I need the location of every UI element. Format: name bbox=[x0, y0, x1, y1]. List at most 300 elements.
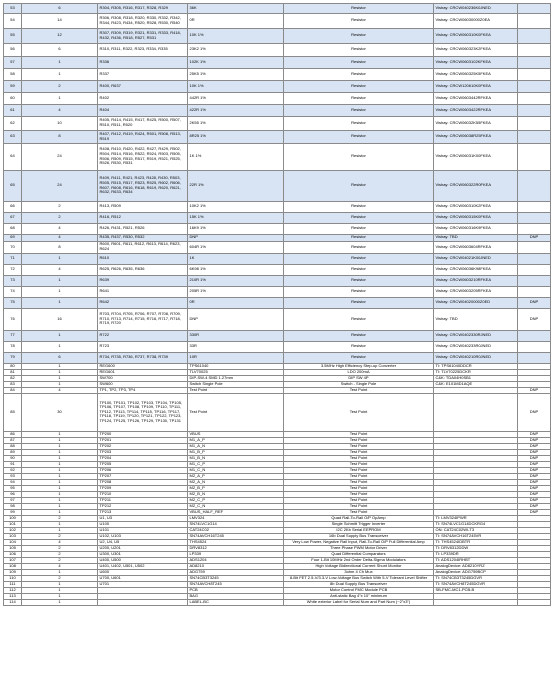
bom-reference: TP204 bbox=[98, 455, 188, 461]
bom-item-number: 88 bbox=[4, 443, 22, 449]
bom-value: 10K2 1% bbox=[188, 201, 284, 212]
bom-reference: SW600 bbox=[98, 381, 188, 387]
bom-note: DNP bbox=[518, 297, 551, 308]
bom-value: BAG bbox=[188, 593, 284, 599]
bom-note: DNP bbox=[518, 437, 551, 443]
bom-note: DNP bbox=[518, 497, 551, 503]
bom-reference: R600, R601, R611, R612, R613, R614, R623, R624 bbox=[98, 241, 188, 253]
bom-value: DNP bbox=[188, 234, 284, 241]
bom-value: 10K 1% bbox=[188, 28, 284, 43]
bom-quantity: 1 bbox=[22, 341, 98, 352]
bom-manufacturer-part: Vishay: CRCW060315K0FKEA bbox=[434, 212, 518, 223]
bom-description: Test Point bbox=[284, 461, 434, 467]
bom-item-number: 53 bbox=[4, 4, 22, 14]
bom-manufacturer-part: TI: LP339DR bbox=[434, 551, 518, 557]
table-row bbox=[4, 341, 551, 352]
bom-manufacturer-part: TI: SN74AVCH8T245DGVR bbox=[434, 581, 518, 587]
bom-value: 1K 1% bbox=[188, 143, 284, 170]
bom-item-number: 113 bbox=[4, 593, 22, 599]
bom-note: DNP bbox=[518, 467, 551, 473]
bom-description: Test Point bbox=[284, 443, 434, 449]
bom-item-number: 86 bbox=[4, 431, 22, 437]
bom-reference: R625, R626, R635, R636 bbox=[98, 264, 188, 275]
bom-description: LDO 200mA bbox=[284, 369, 434, 375]
bom-description: I2C 2Kb Serial EEPROM bbox=[284, 527, 434, 533]
bom-description: Test Point bbox=[284, 503, 434, 509]
bom-value: SN74CB3T3245 bbox=[188, 575, 284, 581]
bom-quantity: 1 bbox=[22, 297, 98, 308]
bom-note bbox=[518, 28, 551, 43]
table-row bbox=[4, 4, 551, 14]
bom-description: Test Point bbox=[284, 509, 434, 515]
bom-note bbox=[518, 4, 551, 14]
bom-quantity: 2 bbox=[22, 533, 98, 539]
bom-quantity: 4 bbox=[22, 234, 98, 241]
bom-reference: R310, R311, R322, R323, R334, R335 bbox=[98, 43, 188, 56]
bom-note bbox=[518, 275, 551, 286]
table-row bbox=[4, 330, 551, 341]
bom-note bbox=[518, 253, 551, 264]
bom-reference: REG601 bbox=[98, 369, 188, 375]
bom-manufacturer-part: SB-FMC-MC1-PCB-B bbox=[434, 587, 518, 593]
bom-quantity: 1 bbox=[22, 363, 98, 369]
bom-quantity: 6 bbox=[22, 43, 98, 56]
bom-description: Resistor bbox=[284, 341, 434, 352]
table-row bbox=[4, 13, 551, 28]
table-row bbox=[4, 80, 551, 92]
bom-reference: U401, U402, U501, U502 bbox=[98, 563, 188, 569]
bom-note bbox=[518, 68, 551, 80]
table-row bbox=[4, 104, 551, 116]
bom-value: VBUS_HALF_REF bbox=[188, 509, 284, 515]
bom-quantity: 1 bbox=[22, 369, 98, 375]
bom-quantity: 30 bbox=[22, 393, 98, 431]
bom-note bbox=[518, 201, 551, 212]
bom-description: Resistor bbox=[284, 68, 434, 80]
bom-manufacturer-part: Vishay: CRCW06036K98FKEA bbox=[434, 264, 518, 275]
bom-reference: R734, R735, R736, R737, R738, R739 bbox=[98, 352, 188, 363]
bom-description: Test Point bbox=[284, 455, 434, 461]
bom-reference: R413, R509 bbox=[98, 201, 188, 212]
bom-value: M1_A_P bbox=[188, 437, 284, 443]
table-row bbox=[4, 241, 551, 253]
bom-value: LMV324 bbox=[188, 515, 284, 521]
bom-table bbox=[3, 3, 551, 606]
bom-item-number: 93 bbox=[4, 473, 22, 479]
bom-item-number: 103 bbox=[4, 533, 22, 539]
bom-item-number: 64 bbox=[4, 143, 22, 170]
bom-description: Resistor bbox=[284, 116, 434, 130]
bom-quantity: 4 bbox=[22, 539, 98, 545]
bom-quantity: 24 bbox=[22, 143, 98, 170]
bom-note: DNP bbox=[518, 479, 551, 485]
table-row bbox=[4, 28, 551, 43]
bom-quantity: 1 bbox=[22, 509, 98, 515]
bom-note bbox=[518, 130, 551, 143]
bom-description: Resistor bbox=[284, 56, 434, 68]
bom-note: DNP bbox=[518, 431, 551, 437]
bom-value: 102K 1% bbox=[188, 56, 284, 68]
bom-note bbox=[518, 599, 551, 605]
bom-description: Resistor bbox=[284, 80, 434, 92]
bom-description: Resistor bbox=[284, 104, 434, 116]
bom-item-number: 91 bbox=[4, 461, 22, 467]
bom-manufacturer-part: Vishay: CRCW060310K2FKEA bbox=[434, 201, 518, 212]
bom-manufacturer-part: Vishay: CRCW06030000Z0EA bbox=[434, 13, 518, 28]
bom-description: Test Point bbox=[284, 485, 434, 491]
bom-description: Resistor bbox=[284, 241, 434, 253]
bom-reference: R722 bbox=[98, 330, 188, 341]
bom-reference: U400, U500 bbox=[98, 557, 188, 563]
bom-manufacturer-part: TI: ADS1204IRHBT bbox=[434, 557, 518, 563]
bom-note: DNP bbox=[518, 387, 551, 393]
bom-quantity: 2 bbox=[22, 201, 98, 212]
bom-value: VBUS bbox=[188, 431, 284, 437]
bom-manufacturer-part: TI: LMV324IPWR bbox=[434, 515, 518, 521]
bom-reference: TP1, TP2, TP3, TP4 bbox=[98, 387, 188, 393]
bom-value: ADS1204 bbox=[188, 557, 284, 563]
table-row bbox=[4, 286, 551, 297]
bom-description: Test Point bbox=[284, 473, 434, 479]
bom-item-number: 92 bbox=[4, 467, 22, 473]
bom-item-number: 99 bbox=[4, 509, 22, 515]
bom-description: 3ohm 4 Ch Mux bbox=[284, 569, 434, 575]
bom-value: 23K2 1% bbox=[188, 43, 284, 56]
bom-value: M1_A_N bbox=[188, 443, 284, 449]
bom-reference: TP206 bbox=[98, 467, 188, 473]
bom-item-number: 56 bbox=[4, 43, 22, 56]
bom-manufacturer-part: Vishay: TBD bbox=[434, 234, 518, 241]
bom-manufacturer-part: Vishay: CRCW04021K00JNED bbox=[434, 253, 518, 264]
bom-manufacturer-part: Vishay: CRCW0402330RJNED bbox=[434, 330, 518, 341]
bom-value: 8R25 1% bbox=[188, 130, 284, 143]
bom-table-body bbox=[4, 4, 551, 606]
bom-note bbox=[518, 212, 551, 223]
bom-quantity: 1 bbox=[22, 461, 98, 467]
bom-item-number: 110 bbox=[4, 575, 22, 581]
bom-manufacturer-part: Vishay: CRCW060310K0FKEA bbox=[434, 28, 518, 43]
bom-quantity: 1 bbox=[22, 437, 98, 443]
bom-item-number: 108 bbox=[4, 563, 22, 569]
bom-description: Resistor bbox=[284, 13, 434, 28]
bom-quantity: 1 bbox=[22, 68, 98, 80]
bom-quantity: 4 bbox=[22, 223, 98, 234]
bom-value: 604R 1% bbox=[188, 241, 284, 253]
bom-note bbox=[518, 341, 551, 352]
bom-description: Resistor bbox=[284, 275, 434, 286]
bom-value: M2_B_P bbox=[188, 485, 284, 491]
bom-quantity: 1 bbox=[22, 599, 98, 605]
bom-quantity: 8 bbox=[22, 130, 98, 143]
bom-reference bbox=[98, 599, 188, 605]
bom-value: 205R 1% bbox=[188, 286, 284, 297]
bom-note: DNP bbox=[518, 485, 551, 491]
bom-value: 10K 1% bbox=[188, 80, 284, 92]
bom-item-number: 83 bbox=[4, 381, 22, 387]
bom-value: 0R bbox=[188, 297, 284, 308]
bom-description: Motor Control FMC Module PCB bbox=[284, 587, 434, 593]
bom-reference: R304, R305, R316, R317, R328, R329 bbox=[98, 4, 188, 14]
bom-value: 0R bbox=[188, 13, 284, 28]
bom-reference: U200, U201 bbox=[98, 545, 188, 551]
bom-value: M2_C_N bbox=[188, 503, 284, 509]
bom-quantity: 1 bbox=[22, 56, 98, 68]
bom-manufacturer-part: TI: THS4524IDBTR bbox=[434, 539, 518, 545]
bom-item-number: 65 bbox=[4, 170, 22, 201]
bom-reference: REG600 bbox=[98, 363, 188, 369]
bom-manufacturer-part: C&K: E101MD1AQE bbox=[434, 381, 518, 387]
bom-quantity: 4 bbox=[22, 387, 98, 393]
bom-quantity: 1 bbox=[22, 92, 98, 104]
bom-value: M2_C_P bbox=[188, 497, 284, 503]
bom-manufacturer-part: TI: TPS61040DDCR bbox=[434, 363, 518, 369]
bom-description: High Voltage Bidirectional Current Shunt Monitor bbox=[284, 563, 434, 569]
bom-manufacturer-part: Vishay: CRCW0603210RFKEA bbox=[434, 275, 518, 286]
bom-note: DNP bbox=[518, 234, 551, 241]
table-row bbox=[4, 170, 551, 201]
bom-value: Switch Single Pole bbox=[188, 381, 284, 387]
bom-quantity: 1 bbox=[22, 497, 98, 503]
bom-reference: R336 bbox=[98, 56, 188, 68]
bom-item-number: 61 bbox=[4, 104, 22, 116]
bom-manufacturer-part: Vishay: CRCW060316K9FKEA bbox=[434, 223, 518, 234]
bom-value: 36K bbox=[188, 4, 284, 14]
bom-note bbox=[518, 13, 551, 28]
bom-manufacturer-part: TI: SN74LVC1G14DCKRG4 bbox=[434, 521, 518, 527]
bom-quantity: 1 bbox=[22, 449, 98, 455]
bom-reference: TP200 bbox=[98, 431, 188, 437]
bom-item-number: 72 bbox=[4, 264, 22, 275]
bom-reference: R404 bbox=[98, 104, 188, 116]
bom-item-number: 106 bbox=[4, 551, 22, 557]
bom-description: Resistor bbox=[284, 130, 434, 143]
bom-reference: U701 bbox=[98, 581, 188, 587]
bom-quantity: 6 bbox=[22, 352, 98, 363]
bom-manufacturer-part: Vishay: CRCW0603205RFKEA bbox=[434, 286, 518, 297]
bom-note: DNP bbox=[518, 455, 551, 461]
bom-value: 1K bbox=[188, 253, 284, 264]
bom-item-number: 73 bbox=[4, 275, 22, 286]
bom-value: SN74AVCH16T245 bbox=[188, 533, 284, 539]
bom-manufacturer-part: Vishay: CRCW06038R25FKEA bbox=[434, 130, 518, 143]
table-row bbox=[4, 43, 551, 56]
bom-reference: TP208 bbox=[98, 479, 188, 485]
bom-manufacturer-part: Vishay: CRCW040236K0JNED bbox=[434, 4, 518, 14]
bom-reference: TP205 bbox=[98, 461, 188, 467]
bom-item-number: 63 bbox=[4, 130, 22, 143]
bom-value: M1_B_P bbox=[188, 449, 284, 455]
bom-manufacturer-part: Vishay: CRCW0603604RFKEA bbox=[434, 241, 518, 253]
bom-description: Test Point bbox=[284, 497, 434, 503]
bom-description: Resistor bbox=[284, 143, 434, 170]
bom-value: 2K55 1% bbox=[188, 116, 284, 130]
bom-quantity: 24 bbox=[22, 170, 98, 201]
bom-manufacturer-part: AnalogDevice: AD8210YRZ bbox=[434, 563, 518, 569]
table-row bbox=[4, 130, 551, 143]
bom-quantity: 1 bbox=[22, 286, 98, 297]
bom-quantity: 4 bbox=[22, 264, 98, 275]
bom-item-number: 79 bbox=[4, 352, 22, 363]
bom-reference: TP202 bbox=[98, 443, 188, 449]
bom-item-number: 76 bbox=[4, 308, 22, 330]
bom-description: Switch - Single Pole bbox=[284, 381, 434, 387]
bom-description: Test Point bbox=[284, 491, 434, 497]
bom-note bbox=[518, 116, 551, 130]
bom-value: Test Point bbox=[188, 387, 284, 393]
bom-note bbox=[518, 264, 551, 275]
bom-reference: TP213 bbox=[98, 509, 188, 515]
bom-description: Resistor bbox=[284, 297, 434, 308]
bom-item-number: 58 bbox=[4, 68, 22, 80]
bom-description: Single Schmitt Trigger Inverter bbox=[284, 521, 434, 527]
bom-item-number: 90 bbox=[4, 455, 22, 461]
bom-reference: R405, R414, R415, R417, R425, R500, R507, R510, R511, R520 bbox=[98, 116, 188, 130]
table-row bbox=[4, 56, 551, 68]
bom-description: Test Point bbox=[284, 467, 434, 473]
bom-value: 10R bbox=[188, 352, 284, 363]
bom-value: CAT24C02 bbox=[188, 527, 284, 533]
bom-description: Test Point bbox=[284, 393, 434, 431]
bom-quantity: 1 bbox=[22, 521, 98, 527]
bom-description: Resistor bbox=[284, 330, 434, 341]
bom-quantity: 10 bbox=[22, 116, 98, 130]
bom-manufacturer-part: Vishay: CRCW060325K5FKEA bbox=[434, 68, 518, 80]
bom-item-number: 69 bbox=[4, 234, 22, 241]
bom-quantity: 2 bbox=[22, 551, 98, 557]
bom-note bbox=[518, 80, 551, 92]
table-row bbox=[4, 143, 551, 170]
table-row bbox=[4, 308, 551, 330]
bom-reference: U700, U601 bbox=[98, 575, 188, 581]
bom-description: Resistor bbox=[284, 286, 434, 297]
table-row bbox=[4, 116, 551, 130]
bom-description: Quad Rail-To-Rail O/P OpAmp bbox=[284, 515, 434, 521]
bom-reference: R416, R512 bbox=[98, 212, 188, 223]
bom-item-number: 57 bbox=[4, 56, 22, 68]
bom-reference: TP210 bbox=[98, 491, 188, 497]
bom-note: DNP bbox=[518, 491, 551, 497]
bom-quantity: 14 bbox=[22, 13, 98, 28]
bom-value: 22R 1% bbox=[188, 170, 284, 201]
bom-note bbox=[518, 170, 551, 201]
bom-quantity: 2 bbox=[22, 212, 98, 223]
bom-description: White exterior Label for Serial Num and Part Num (~2"x3") bbox=[284, 599, 434, 605]
bom-manufacturer-part: Vishay: CRCW060322R0FKEA bbox=[434, 170, 518, 201]
bom-item-number: 101 bbox=[4, 521, 22, 527]
bom-reference: TP211 bbox=[98, 497, 188, 503]
bom-description: Three Phase PWM Motor Driver bbox=[284, 545, 434, 551]
table-row bbox=[4, 599, 551, 605]
bom-quantity: 1 bbox=[22, 593, 98, 599]
bom-reference: R408, R410, R420, R422, R427, R429, R502, R504, R514, R516, R522, R524, R503, R505, R506, R509, R515, R517, R519, R521, R525, R526, R530, R531 bbox=[98, 143, 188, 170]
bom-item-number: 85 bbox=[4, 393, 22, 431]
bom-item-number: 97 bbox=[4, 497, 22, 503]
bom-quantity: 2 bbox=[22, 515, 98, 521]
bom-reference: U300, U301 bbox=[98, 551, 188, 557]
bom-item-number: 59 bbox=[4, 80, 22, 92]
bom-description: Resistor bbox=[284, 212, 434, 223]
table-row bbox=[4, 297, 551, 308]
bom-quantity: 1 bbox=[22, 587, 98, 593]
bom-value: ADG759 bbox=[188, 569, 284, 575]
bom-note: DNP bbox=[518, 509, 551, 515]
bom-description: Very Low Power, Negative Rail Input, Rail-To-Rail O/P Full Differential Amp bbox=[284, 539, 434, 545]
bom-description: Resistor bbox=[284, 253, 434, 264]
bom-item-number: 67 bbox=[4, 212, 22, 223]
bom-manufacturer-part bbox=[434, 393, 518, 431]
bom-note: DNP bbox=[518, 503, 551, 509]
table-row bbox=[4, 264, 551, 275]
bom-value: 25K5 1% bbox=[188, 68, 284, 80]
bom-reference: R723 bbox=[98, 341, 188, 352]
bom-note: DNP bbox=[518, 443, 551, 449]
bom-value: LP339 bbox=[188, 551, 284, 557]
bom-reference: R703, R704, R705, R706, R707, R708, R709, R710, R713, R714, R715, R716, R717, R718, R719, R720 bbox=[98, 308, 188, 330]
bom-quantity: 8 bbox=[22, 241, 98, 253]
bom-description: Resistor bbox=[284, 28, 434, 43]
bom-manufacturer-part: Vishay: TBD bbox=[434, 308, 518, 330]
bom-value: M1_B_N bbox=[188, 455, 284, 461]
bom-reference: R407, R412, R419, R424, R501, R508, R513, R519 bbox=[98, 130, 188, 143]
bom-value: THS4524 bbox=[188, 539, 284, 545]
bom-quantity: 1 bbox=[22, 581, 98, 587]
bom-description: 8b Dual Supply Bus Transceiver bbox=[284, 581, 434, 587]
bom-item-number: 66 bbox=[4, 201, 22, 212]
bom-value: TPS61040 bbox=[188, 363, 284, 369]
bom-manufacturer-part: Vishay: CRCW120610K0FKEA bbox=[434, 80, 518, 92]
bom-manufacturer-part: Vishay: CRCW06031K00FKEA bbox=[434, 143, 518, 170]
bom-quantity: 12 bbox=[22, 28, 98, 43]
bom-quantity: 2 bbox=[22, 557, 98, 563]
bom-reference: SW700 bbox=[98, 375, 188, 381]
table-row bbox=[4, 92, 551, 104]
bom-item-number: 81 bbox=[4, 369, 22, 375]
bom-note: DNP bbox=[518, 308, 551, 330]
bom-description: Resistor bbox=[284, 264, 434, 275]
bom-item-number: 70 bbox=[4, 241, 22, 253]
bom-item-number: 111 bbox=[4, 581, 22, 587]
bom-item-number: 80 bbox=[4, 363, 22, 369]
bom-reference: R642 bbox=[98, 297, 188, 308]
bom-value: 16K9 1% bbox=[188, 223, 284, 234]
bom-note: DNP bbox=[518, 461, 551, 467]
bom-note bbox=[518, 43, 551, 56]
bom-note bbox=[518, 56, 551, 68]
bom-description: DIP SW 4P bbox=[284, 375, 434, 381]
bom-reference: TP201 bbox=[98, 437, 188, 443]
bom-description: Test Point bbox=[284, 449, 434, 455]
bom-description: Four 1-Bit 10MHz 2nd Order Delta-Sigma Modulators bbox=[284, 557, 434, 563]
bom-reference: U1, U3 bbox=[98, 515, 188, 521]
bom-item-number: 98 bbox=[4, 503, 22, 509]
bom-value: SN74AVCH8T245 bbox=[188, 581, 284, 587]
bom-value: 442R 1% bbox=[188, 92, 284, 104]
bom-value: 210R 1% bbox=[188, 275, 284, 286]
bom-item-number: 77 bbox=[4, 330, 22, 341]
bom-description: Resistor bbox=[284, 308, 434, 330]
bom-value: DIP-SW-4 SMD 1.27mm bbox=[188, 375, 284, 381]
bom-item-number: 55 bbox=[4, 28, 22, 43]
bom-manufacturer-part: Vishay: CRCW060323K2FKEA bbox=[434, 43, 518, 56]
bom-item-number: 75 bbox=[4, 297, 22, 308]
bom-reference: U100 bbox=[98, 521, 188, 527]
bom-reference: TP100, TP101, TP102, TP103, TP104, TP105, TP106, TP107, TP108, TP109, TP110, TP111, TP112, TP113, TP114, TP115, TP116, TP117, TP118, TP119, TP120, TP121, TP122, TP123, TP124, TP125, TP126, TP129, TP130, TP131 bbox=[98, 393, 188, 431]
bom-quantity: 1 bbox=[22, 431, 98, 437]
bom-reference: TP203 bbox=[98, 449, 188, 455]
bom-quantity: 2 bbox=[22, 545, 98, 551]
bom-manufacturer-part: Vishay: CRCW0603422RFKEA bbox=[434, 104, 518, 116]
bom-reference: R641 bbox=[98, 286, 188, 297]
